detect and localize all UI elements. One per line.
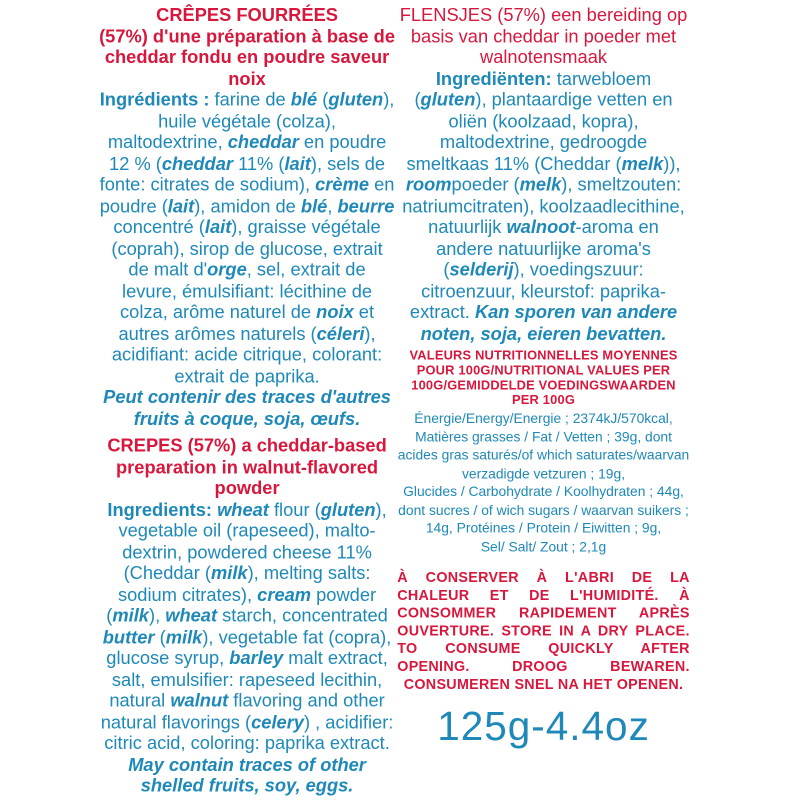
- allergen: selderij: [449, 258, 514, 280]
- allergen: gluten: [420, 88, 476, 110]
- allergen: noix: [316, 301, 354, 323]
- allergen: cheddar: [227, 131, 299, 153]
- storage-instructions: À CONSERVER À L'ABRI DE LA CHALEUR ET DE L'HUMIDITÉ. À CONSOMMER RAPIDEMENT APRÈS OUVERTURE. STORE IN A DRY PLACE. TO CONSUME QUICKLY AFTER OPENING. DROOG BEWAREN. CONSUMEREN SNEL NA HET OPENEN.: [397, 570, 690, 693]
- allergen: milk: [165, 626, 203, 647]
- allergen: melk: [621, 152, 664, 174]
- allergen: wheat: [217, 498, 269, 520]
- allergen: milk: [112, 604, 149, 626]
- nutrition-heading: VALEURS NUTRITIONNELLES MOYENNES POUR 100G/NUTRITIONAL VALUES PER 100G/GEMIDDELDE VOEDINGSWAARDEN PER 100G: [409, 347, 678, 408]
- allergen: lait: [204, 216, 232, 238]
- allergen: room: [405, 173, 452, 195]
- nutrition-values: Énergie/Energy/Energie ; 2374kJ/570kcal, Matières grasses / Fat / Vetten ; 39g, dont acides gras saturés/of which saturates/waarvan verzadigde vetzuren ; 19g, Glucides / Carbohydrate / Koolhydraten ; 44g, dont sucres / of wich sugars / waarvan suikers ; 14g, Protéines / Protein / Eiwitten ; 9g, Sel/ Salt/ Zout ; 2,1g: [397, 410, 690, 554]
- allergen: lait: [167, 195, 195, 216]
- nl-traces: Kan sporen van andere noten, soja, eieren bevatten.: [420, 301, 678, 344]
- net-weight: 125g-4.4oz: [437, 703, 650, 750]
- allergen: blé: [300, 195, 328, 216]
- allergen: walnut: [170, 689, 229, 711]
- right-column: [397, 4, 690, 749]
- allergen: celery: [251, 711, 304, 732]
- allergen: butter: [102, 626, 155, 647]
- en-title: CREPES (57%) a cheddar-based preparation in walnut-flavored powder: [107, 434, 387, 499]
- en-ingredients-label: Ingredients:: [107, 498, 212, 520]
- fr-ingredients: Ingrédients : farine de blé (gluten), huile végétale (colza), maltodextrine, cheddar en poudre 12 % (cheddar 11% (lait), sels de fonte: citrates de sodium), crème en poudre (lait), amidon de blé, beurre concentré (lait), graisse végétale (coprah), sirop de glucose, extrait de malt d'orge, sel, extrait de levure, émulsifiant: lécithine de colza, arôme naturel de noix et autres arômes naturels (céleri), acidifiant: acide citrique, colorant: extrait de paprika.: [99, 88, 395, 386]
- allergen: milk: [210, 562, 248, 584]
- allergen: cheddar: [161, 152, 233, 174]
- allergen: orge: [207, 258, 247, 280]
- fr-title: CRÊPES FOURRÉES: [156, 3, 338, 25]
- allergen: melk: [519, 173, 562, 195]
- left-column: [99, 4, 395, 796]
- en-traces: May contain traces of other shelled fruits, soy, eggs.: [128, 753, 366, 796]
- allergen: wheat: [165, 604, 218, 626]
- allergen: crème: [315, 173, 369, 195]
- allergen: lait: [284, 152, 311, 174]
- allergen: céleri: [316, 322, 365, 344]
- allergen: beurre: [337, 195, 395, 216]
- nl-title: FLENSJES (57%) een bereiding op basis van cheddar in poeder met walnotensmaak: [399, 3, 688, 68]
- nl-ingredients: Ingrediënten: tarwebloem (gluten), plantaardige vetten en oliën (koolzaad, kopra), maltodextrine, gedroogde smeltkaas 11% (Cheddar (melk)), roompoeder (melk), smeltzouten: natriumcitraten), koolzaadlecithine, natuurlijk walnoot-aroma en andere natuurlijke aroma's (selderij), voedingszuur: citroenzuur, kleurstof: paprika-extract. Kan sporen van andere noten, soja, eieren bevatten.: [402, 67, 685, 344]
- nl-ingredients-label: Ingrediënten:: [435, 67, 552, 89]
- allergen: walnoot: [506, 216, 576, 238]
- fr-description: (57%) d'une préparation à base de cheddar fondu en poudre saveur noix: [99, 25, 396, 89]
- fr-ingredients-label: Ingrédients :: [99, 88, 210, 110]
- allergen: blé: [290, 88, 318, 110]
- en-ingredients: Ingredients: wheat flour (gluten), vegetable oil (rapeseed), malto-dextrin, powdered cheese 11% (Cheddar (milk), melting salts: sodium citrates), cream powder (milk), wheat starch, concentrated butter (milk), vegetable fat (copra), glucose syrup, barley malt extract, salt, emulsifier: rapeseed lecithin, natural walnut flavoring and other natural flavorings (celery) , acidifier: citric acid, coloring: paprika extract.: [100, 498, 394, 754]
- allergen: barley: [229, 647, 284, 669]
- allergen: gluten: [320, 498, 376, 520]
- fr-traces: Peut contenir des traces d'autres fruits à coque, soja, œufs.: [103, 386, 391, 429]
- allergen: gluten: [328, 88, 384, 110]
- allergen: cream: [257, 583, 312, 605]
